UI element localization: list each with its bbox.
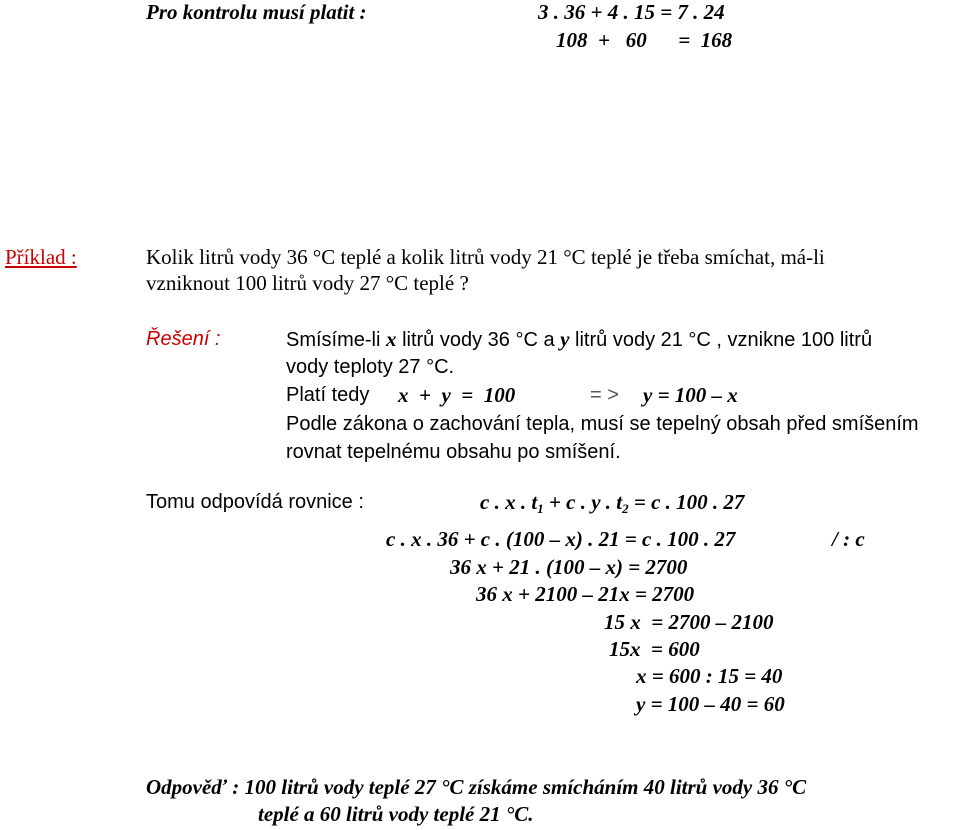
solution-line-2: vody teploty 27 °C.	[286, 356, 455, 378]
step-6: x = 600 : 15 = 40	[636, 664, 783, 688]
step-1: c . x . 36 + c . (100 – x) . 21 = c . 100 . 27	[386, 527, 736, 551]
solution-label: Řešení :	[146, 328, 221, 350]
heat-eq-part-c: = c . 100 . 27	[628, 490, 745, 514]
heat-eq-part-b: + c . y . t	[543, 490, 623, 514]
subscript-2: 2	[622, 501, 629, 516]
step-4: 15 x = 2700 – 2100	[604, 610, 774, 634]
implies-arrow: = >	[590, 384, 619, 406]
example-label: Příklad :	[5, 245, 77, 269]
answer-line-1: Odpověď : 100 litrů vody teplé 27 °C získáme smícháním 40 litrů vody 36 °C	[146, 775, 807, 799]
subscript-1: 1	[537, 501, 544, 516]
heat-equation	[480, 490, 745, 516]
sum-equation: x + y = 100	[398, 383, 516, 407]
solution-line-1-c: litrů vody 21 °C , vznikne 100 litrů	[575, 329, 873, 351]
variable-y: y	[560, 327, 570, 351]
example-text-line-1: Kolik litrů vody 36 °C teplé a kolik litrů vody 21 °C teplé je třeba smíchat, má-li	[146, 245, 825, 269]
answer-line-2: teplé a 60 litrů vody teplé 21 °C.	[258, 802, 534, 826]
solution-line-1	[286, 329, 872, 350]
equation-label: Tomu odpovídá rovnice :	[146, 491, 364, 513]
solution-line-4: Podle zákona o zachování tepla, musí se tepelný obsah před smíšením	[286, 413, 919, 435]
step-1-operation: / : c	[832, 527, 865, 551]
solution-line-3	[286, 385, 369, 405]
y-expression: y = 100 – x	[643, 383, 738, 407]
check-label: Pro kontrolu musí platit :	[146, 0, 367, 24]
solution-line-3-a: Platí tedy	[286, 384, 370, 406]
heat-eq-part-a: c . x . t	[480, 490, 538, 514]
step-7: y = 100 – 40 = 60	[636, 692, 785, 716]
solution-line-5: rovnat tepelnému obsahu po smíšení.	[286, 441, 621, 463]
check-equation-1: 3 . 36 + 4 . 15 = 7 . 24	[538, 0, 725, 24]
step-5: 15x = 600	[609, 637, 700, 661]
example-text-line-2: vzniknout 100 litrů vody 27 °C teplé ?	[146, 271, 469, 295]
step-3: 36 x + 2100 – 21x = 2700	[476, 582, 695, 606]
solution-line-1-b: litrů vody 36 °C a	[402, 329, 555, 351]
step-2: 36 x + 21 . (100 – x) = 2700	[450, 555, 688, 579]
variable-x: x	[386, 327, 397, 351]
check-equation-2: 108 + 60 = 168	[556, 28, 733, 52]
solution-line-1-a: Smísíme-li	[286, 329, 381, 351]
